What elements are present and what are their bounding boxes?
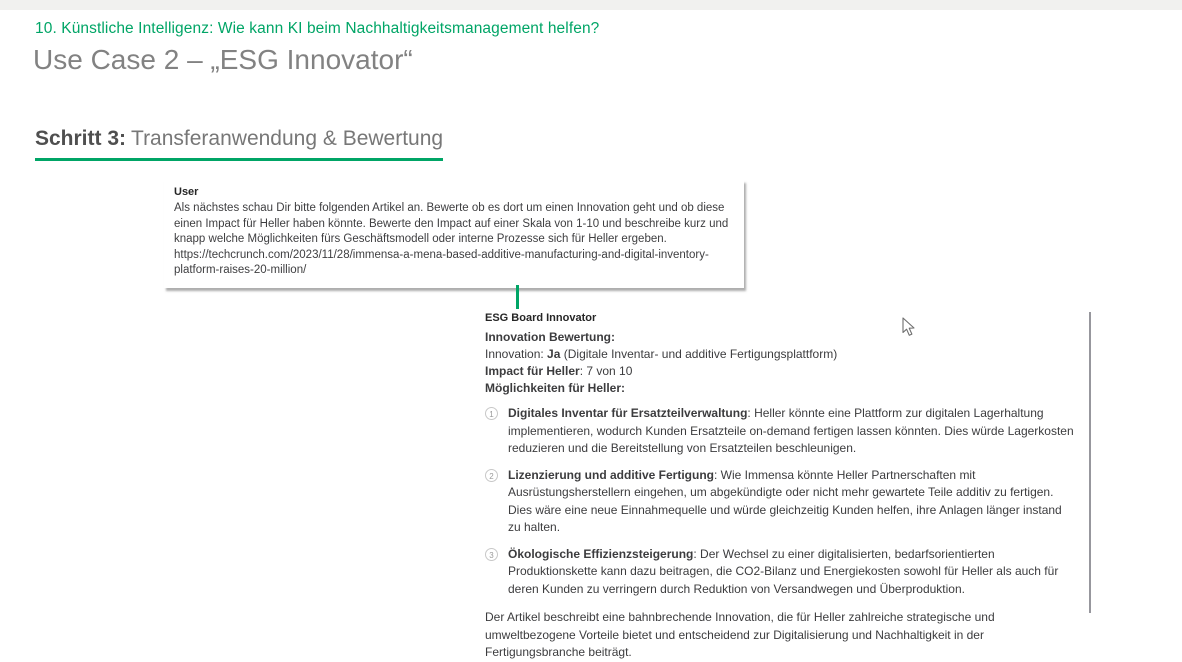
list-item-title: Digitales Inventar für Ersatzteilverwaltung <box>508 406 748 420</box>
right-divider-line <box>1089 312 1091 613</box>
innovation-line <box>485 346 1077 363</box>
top-edge-strip <box>0 0 1182 10</box>
step-label: Schritt 3: <box>35 127 127 150</box>
user-message-card <box>164 180 744 288</box>
step-heading <box>35 127 443 161</box>
page-title: Use Case 2 – „ESG Innovator“ <box>33 44 413 75</box>
innovation-label: Innovation: <box>485 347 548 361</box>
list-item <box>485 546 1077 599</box>
list-item-title: Ökologische Effizienzsteigerung <box>508 546 694 561</box>
assistant-message <box>485 312 1077 662</box>
assistant-author-label: ESG Board Innovator <box>485 312 597 324</box>
assistant-closing-paragraph: Der Artikel beschreibt eine bahnbrechende Innovation, die für Heller zahlreiche strategische und umweltbezogene Vorteile bietet und entscheidend zur Digitalisierung und Nachhaltigkeit in der Fertigungsbranche beiträgt. <box>485 610 995 659</box>
user-author-label: User <box>174 186 199 198</box>
assistant-heading: Innovation Bewertung: <box>485 330 615 344</box>
mouse-cursor-icon <box>902 317 916 337</box>
list-item-text: : Der Wechsel zu einer digitalisierten, bedarfsorientierten Produktionskette kann dazu beitragen, die CO2-Bilanz und Energiekosten sowohl für Heller als auch für deren Kunden zu verringern durch Reduktion von Versandwegen und Überproduktion. <box>508 546 1059 596</box>
impact-value: : 7 von 10 <box>579 364 633 378</box>
list-item-text: : Wie Immensa könnte Heller Partnerschaften mit Ausrüstungsherstellern eingehen, um abgekündigte oder nicht mehr gewartete Teile additiv zu fertigen. Dies wäre eine neue Einnahmequelle und würde gleichzeitig Kunden helfen, ihre Anlagen länger instand zu halten. <box>508 467 1062 534</box>
list-item-title: Lizenzierung und additive Fertigung <box>508 467 714 482</box>
connector-line <box>516 285 519 309</box>
list-item <box>485 467 1077 537</box>
list-item-number-badge: 1 <box>485 407 498 420</box>
impact-line <box>485 363 1077 380</box>
list-item-number-badge: 3 <box>485 548 498 561</box>
list-item-text: : Heller könnte eine Plattform zur digitalen Lagerhaltung implementieren, wodurch Kunden Ersatzteile on-demand fertigen lassen könnten. Dies würde Lagerkosten reduzieren und die Bereitstellung von Ersatzteilen beschleunigen. <box>508 406 1074 455</box>
possibilities-list <box>485 405 1077 598</box>
step-title: Transferanwendung & Bewertung <box>131 127 444 150</box>
impact-label: Impact für Heller <box>485 364 580 378</box>
user-message-text: Als nächstes schau Dir bitte folgenden Artikel an. Bewerte ob es dort um einen Innovation geht und ob diese einen Impact für Heller haben könnte. Bewerte den Impact auf einer Skala von 1-10 und beschreibe kurz und knapp welche Möglichkeiten fürs Geschäftsmodell oder interne Prozesse sich für Heller ergeben. <box>174 202 729 245</box>
innovation-detail: (Digitale Inventar- und additive Fertigungsplattform) <box>560 347 838 361</box>
user-message-url: https://techcrunch.com/2023/11/28/immensa-a-mena-based-additive-manufacturing-and-digital-inventory-platform-raises-20-million/ <box>174 248 709 276</box>
section-kicker: 10. Künstliche Intelligenz: Wie kann KI beim Nachhaltigkeitsmanagement helfen? <box>35 20 600 37</box>
possibilities-label: Möglichkeiten für Heller: <box>485 381 626 395</box>
list-item-number-badge: 2 <box>485 469 498 482</box>
innovation-value: Ja <box>547 347 561 361</box>
list-item <box>485 405 1077 458</box>
